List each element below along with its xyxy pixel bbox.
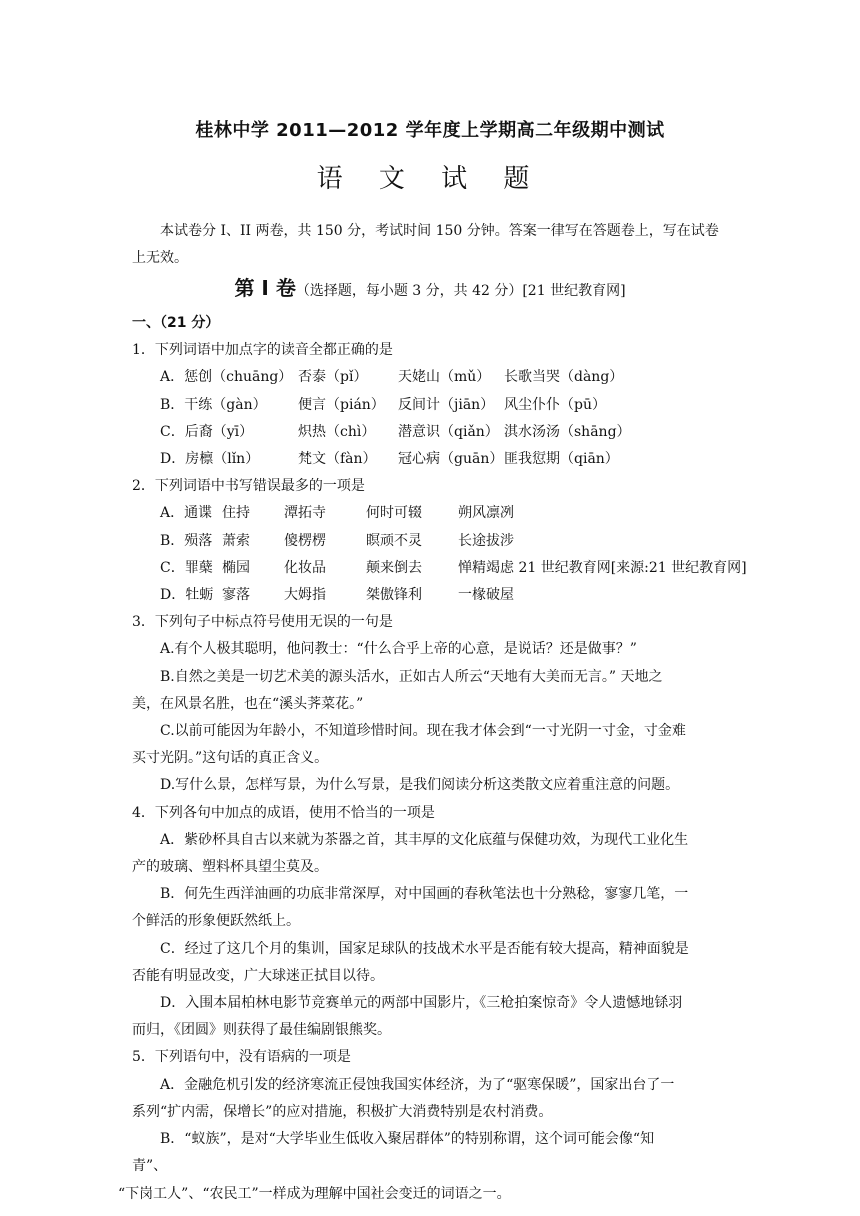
question-2-option-b <box>132 528 732 555</box>
option-item: 梵文（fàn） <box>298 451 377 468</box>
option-item: 大姆指 <box>284 587 326 604</box>
question-1-option-c <box>132 419 732 446</box>
volume-label: 第 Ⅰ 卷 <box>234 276 296 300</box>
question-4-option-d-cont: 而归，《团圆》则获得了最佳编剧银熊奖。 <box>132 1022 391 1039</box>
option-item: 惮精竭虑 21 世纪教育网[来源:21 世纪教育网] <box>458 559 747 576</box>
question-4-option-a-cont: 产的玻璃、塑料杯具望尘莫及。 <box>132 859 328 876</box>
question-3-option-d: D.写什么景，怎样写景，为什么写景，是我们阅读分析这类散文应着重注意的问题。 <box>160 777 680 794</box>
option-item: 桀傲锋利 <box>366 587 422 604</box>
question-4-option-c: C．经过了这几个月的集训，国家足球队的技战术水平是否能有较大提高，精神面貌是 <box>160 940 689 957</box>
option-item: 潜意识（qiǎn） <box>398 423 499 440</box>
question-4-option-b-cont: 个鲜活的形象便跃然纸上。 <box>132 913 300 930</box>
option-item: A．惩创（chuāng） <box>160 369 293 386</box>
option-item: 一椽破屋 <box>458 587 514 604</box>
option-item: 天姥山（mǔ） <box>398 369 491 386</box>
option-item: 长歌当哭（dàng） <box>504 369 624 386</box>
question-5-option-a-cont: 系列“扩内需，保增长”的应对措施，积极扩大消费特别是农村消费。 <box>132 1103 553 1120</box>
option-item: 傻楞楞 <box>284 532 326 549</box>
option-item: 长途拔涉 <box>458 532 514 549</box>
option-item: 何时可辍 <box>366 505 422 522</box>
option-item: 否泰（pǐ） <box>298 369 368 386</box>
question-body <box>118 310 747 1208</box>
question-1-stem: 1．下列词语中加点字的读音全都正确的是 <box>132 342 393 359</box>
option-item: 淇水汤汤（shāng） <box>504 423 631 440</box>
option-item: 寥落 <box>222 587 250 604</box>
option-item: 颠来倒去 <box>366 559 422 576</box>
exam-title: 桂林中学 2011—2012 学年度上学期高二年级期中测试 <box>195 120 665 141</box>
option-item: C．罪蘖 <box>160 559 213 576</box>
question-1-option-a <box>132 364 732 391</box>
option-item: 住持 <box>222 505 250 522</box>
question-4-stem: 4．下列各句中加点的成语，使用不恰当的一项是 <box>132 804 435 821</box>
option-item: 椭园 <box>222 559 250 576</box>
question-1-option-d <box>132 446 732 473</box>
question-4-option-b: B．何先生西洋油画的功底非常深厚，对中国画的春秋笔法也十分熟稔，寥寥几笔，一 <box>160 886 689 903</box>
option-item: 潭拓寺 <box>284 505 326 522</box>
question-5-option-b-cont2: “下岗工人”、“农民工”一样成为理解中国社会变迁的词语之一。 <box>118 1185 511 1202</box>
question-4-option-c-cont: 否能有明显改变，广大球迷正拭目以待。 <box>132 967 384 984</box>
option-item: B．干练（gàn） <box>160 396 267 413</box>
option-item: 瞑顽不灵 <box>366 532 422 549</box>
question-4-option-a: A．紫砂杯具自古以来就为茶器之首，其丰厚的文化底蕴与保健功效，为现代工业化生 <box>160 831 689 848</box>
question-2-option-c <box>132 555 747 582</box>
volume-note: （选择题，每小题 3 分，共 42 分）[21 世纪教育网] <box>295 283 626 299</box>
option-item: 风尘仆仆（pū） <box>504 396 606 413</box>
exam-subtitle: 语 文 试 题 <box>316 164 544 194</box>
question-4-option-d: D．入围本届柏林电影节竞赛单元的两部中国影片，《三枪拍案惊奇》令人遗憾地铩羽 <box>160 995 683 1012</box>
exam-instructions: 本试卷分 I、II 两卷，共 150 分，考试时间 150 分钟。答案一律写在答题卷上，写在试卷上无效。 <box>132 223 719 266</box>
question-3-option-c-cont: 买寸光阴。”这句话的真正含义。 <box>132 750 329 767</box>
question-2-option-a <box>132 500 732 527</box>
question-3-option-b: B.自然之美是一切艺术美的源头活水，正如古人所云“天地有大美而无言。” 天地之 <box>160 668 663 685</box>
option-item: 朔风凛冽 <box>458 505 514 522</box>
question-5-option-b: B．“蚁族”，是对“大学毕业生低收入聚居群体”的特别称谓，这个词可能会像“知 <box>160 1131 655 1148</box>
question-5-option-b-cont: 青”、 <box>132 1158 168 1175</box>
option-item: 冠心病（guān） <box>398 451 504 468</box>
volume-heading <box>0 272 860 301</box>
question-1-option-b <box>132 392 732 419</box>
option-item: 便言（pián） <box>298 396 385 413</box>
option-item: B．殒落 <box>160 532 213 549</box>
section-heading: 一、（21 分） <box>132 315 220 331</box>
option-item: D．房檩（lǐn） <box>160 451 260 468</box>
question-5-option-a: A．金融危机引发的经济寒流正侵蚀我国实体经济，为了“驱寒保暖”，国家出台了一 <box>160 1076 675 1093</box>
question-3-option-c: C.以前可能因为年龄小，不知道珍惜时间。现在我才体会到“一寸光阴一寸金，寸金难 <box>160 723 686 740</box>
option-item: 萧索 <box>222 532 250 549</box>
question-3-stem: 3．下列句子中标点符号使用无误的一句是 <box>132 614 393 631</box>
question-5-stem: 5．下列语句中，没有语病的一项是 <box>132 1049 351 1066</box>
question-3-option-a: A.有个人极其聪明，他问教士：“什么合乎上帝的心意，是说话？还是做事？” <box>160 641 637 658</box>
option-item: A．通谍 <box>160 505 213 522</box>
question-2-stem: 2．下列词语中书写错误最多的一项是 <box>132 478 365 495</box>
option-item: 化妆品 <box>284 559 326 576</box>
option-item: C．后裔（yī） <box>160 423 254 440</box>
question-3-option-b-cont: 美，在风景名胜，也在“溪头荠菜花。” <box>132 695 364 712</box>
option-item: 炽热（chì） <box>298 423 376 440</box>
option-item: 反间计（jiān） <box>398 396 495 413</box>
question-2-option-d <box>132 582 732 609</box>
option-item: D．牡蛎 <box>160 587 214 604</box>
option-item: 匪我愆期（qiān） <box>504 451 619 468</box>
